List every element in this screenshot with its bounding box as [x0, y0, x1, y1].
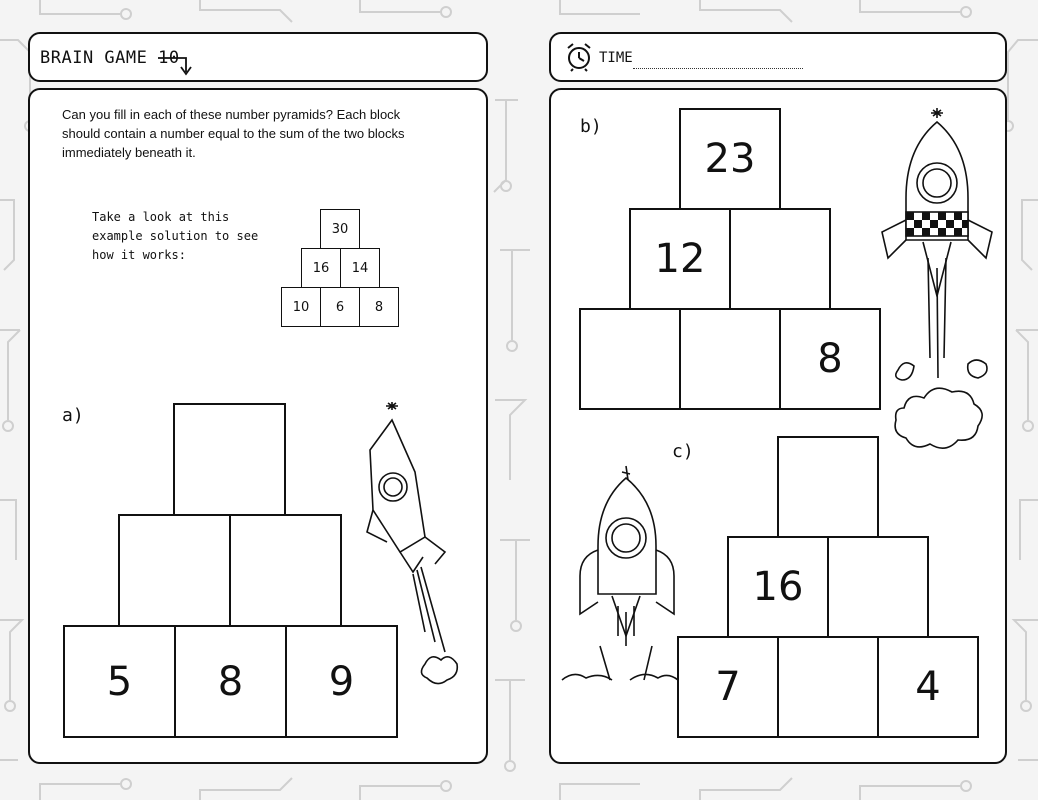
example-cell-bottom-right: 8: [359, 287, 399, 327]
time-bar: [549, 32, 1007, 82]
puzzle-c-bottom-middle[interactable]: [777, 636, 879, 738]
example-cell-bottom-left: 10: [281, 287, 321, 327]
puzzle-a-middle-right[interactable]: [229, 514, 342, 627]
left-title-bar: [28, 32, 488, 82]
example-cell-middle-right: 14: [340, 248, 380, 288]
example-cell-top: 30: [320, 209, 360, 249]
puzzle-b-bottom-middle[interactable]: [679, 308, 781, 410]
puzzle-b-bottom-left[interactable]: [579, 308, 681, 410]
alarm-clock-icon: [565, 42, 593, 72]
instructions-text: Can you fill in each of these number pyramids? Each block should contain a number equal to the sum of the two blocks immediately beneath it.: [62, 107, 405, 160]
page-title: BRAIN GAME 10: [40, 48, 180, 68]
rocket-icon: [365, 402, 460, 692]
puzzle-b-middle-left[interactable]: 12: [629, 208, 731, 310]
puzzle-a-bottom-right[interactable]: 9: [285, 625, 398, 738]
puzzle-b-label: b): [580, 116, 602, 137]
puzzle-a-label: a): [62, 405, 84, 426]
puzzle-a-top[interactable]: [173, 403, 286, 516]
rocket-icon: [560, 466, 680, 696]
arrow-down-right-icon: [156, 52, 196, 78]
puzzle-b-top[interactable]: 23: [679, 108, 781, 210]
puzzle-a-bottom-middle[interactable]: 8: [174, 625, 287, 738]
puzzle-a-middle-left[interactable]: [118, 514, 231, 627]
puzzle-b-bottom-right[interactable]: 8: [779, 308, 881, 410]
rocket-icon: [878, 108, 996, 460]
puzzle-c-middle-right[interactable]: [827, 536, 929, 638]
puzzle-c-bottom-left[interactable]: 7: [677, 636, 779, 738]
puzzle-a-bottom-left[interactable]: 5: [63, 625, 176, 738]
time-label: TIME: [599, 50, 633, 66]
example-cell-bottom-middle: 6: [320, 287, 360, 327]
time-entry-line[interactable]: [633, 68, 803, 69]
example-cell-middle-left: 16: [301, 248, 341, 288]
puzzle-c-middle-left[interactable]: 16: [727, 536, 829, 638]
puzzle-c-top[interactable]: [777, 436, 879, 538]
example-note: Take a look at this example solution to see how it works:: [92, 210, 259, 262]
puzzle-c-bottom-right[interactable]: 4: [877, 636, 979, 738]
puzzle-b-middle-right[interactable]: [729, 208, 831, 310]
puzzle-c-label: c): [672, 441, 694, 462]
